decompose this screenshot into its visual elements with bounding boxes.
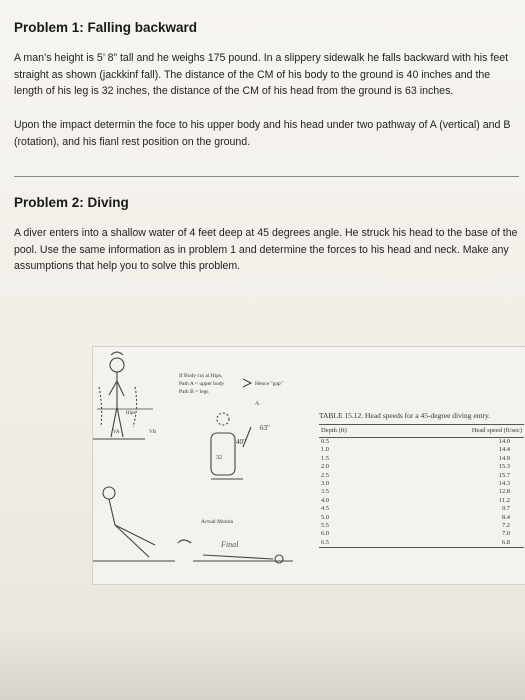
depth-cell: 6.0 bbox=[321, 530, 329, 538]
final-head bbox=[275, 555, 283, 563]
actual-motion-label: Actual Motion bbox=[201, 519, 234, 525]
angle-label: 40" bbox=[236, 438, 246, 446]
speed-cell: 14.0 bbox=[498, 438, 510, 445]
final-body bbox=[203, 555, 273, 559]
table-row bbox=[319, 497, 524, 505]
standing-arm bbox=[109, 381, 117, 395]
table-row bbox=[319, 480, 524, 488]
falling-head bbox=[103, 487, 115, 499]
problem1-description: A man’s height is 5’ 8” tall and he weighs 175 pound. In a slippery sidewalk he falls backward with his feet straight as shown (jackkinf fall). The distance of the CM of his body to the ground is 40 inches and the length of his leg is 32 inches, the distance of the CM of his head from the ground is 63 inches. bbox=[14, 52, 509, 97]
figure-note-2: Path A = upper body bbox=[179, 381, 225, 387]
table-row bbox=[319, 446, 524, 454]
depth-cell: 1.0 bbox=[321, 446, 329, 454]
depth-cell: 2.5 bbox=[321, 471, 329, 479]
table-title: TABLE 15.12. Head speeds for a 45-degree diving entry. bbox=[319, 411, 491, 420]
table-row bbox=[319, 455, 524, 463]
speed-cell: 8.4 bbox=[502, 513, 510, 521]
table-row bbox=[319, 488, 524, 496]
depth-cell: 4.5 bbox=[321, 505, 329, 513]
standing-head bbox=[110, 358, 124, 372]
table-row bbox=[319, 463, 524, 471]
middle-head bbox=[217, 413, 229, 425]
depth-cell: 6.5 bbox=[321, 538, 329, 546]
speed-cell: 9.7 bbox=[502, 505, 510, 513]
head-speed-table bbox=[319, 411, 524, 548]
depth-cell: 0.5 bbox=[321, 438, 329, 445]
depth-cell: 3.0 bbox=[321, 479, 329, 487]
depth-cell: 5.5 bbox=[321, 521, 329, 529]
figure-hence: Hence "gap" bbox=[255, 381, 283, 387]
col-speed: Head speed (ft/sec) bbox=[471, 427, 522, 434]
table-row bbox=[319, 539, 524, 547]
table-body bbox=[319, 438, 524, 547]
a-label: A bbox=[255, 401, 260, 407]
table-row bbox=[319, 530, 524, 538]
brace bbox=[243, 379, 251, 387]
speed-cell: 7.0 bbox=[502, 530, 510, 538]
falling-leg bbox=[115, 525, 155, 545]
speed-cell: 7.2 bbox=[502, 521, 510, 529]
length-32: 32 bbox=[216, 455, 222, 461]
arrow-curve bbox=[178, 540, 191, 543]
problem1-question: Upon the impact determin the foce to his upper body and his head under two pathway of A (vertical) and B (rotation), and his fianl rest position on the ground. bbox=[14, 119, 511, 148]
depth-cell: 1.5 bbox=[321, 454, 329, 462]
speed-cell: 15.7 bbox=[498, 471, 510, 479]
problem2-description: A diver enters into a shallow water of 4 feet deep at 45 degrees angle. He struck his head to the base of the pool. Use the same information as in problem 1 and determine the forces to his head and neck. Make any assumptions that help you to solve this problem. bbox=[14, 227, 518, 272]
hips-label: Hips bbox=[126, 411, 136, 416]
hair-curve bbox=[111, 352, 123, 355]
speed-cell: 14.9 bbox=[498, 454, 510, 462]
problem2-title: Problem 2: Diving bbox=[14, 195, 129, 210]
speed-cell: 15.3 bbox=[498, 463, 510, 471]
falling-torso bbox=[109, 499, 115, 525]
final-label: Final bbox=[221, 540, 239, 549]
table-bottom-rule bbox=[319, 547, 524, 548]
speed-cell: 11.2 bbox=[499, 496, 510, 504]
speed-cell: 12.8 bbox=[498, 488, 510, 496]
va-label: VA bbox=[113, 430, 120, 435]
figure-note-3: Path B = legs bbox=[179, 389, 209, 395]
col-depth: Depth (ft) bbox=[321, 427, 347, 434]
speed-cell: 14.3 bbox=[498, 479, 510, 487]
table-row bbox=[319, 438, 524, 446]
page-shadow bbox=[0, 630, 525, 700]
middle-torso bbox=[211, 433, 235, 475]
speed-cell: 14.4 bbox=[498, 446, 510, 454]
falling-leg bbox=[115, 525, 149, 557]
speed-cell: 6.8 bbox=[502, 538, 510, 546]
table-row bbox=[319, 472, 524, 480]
depth-cell: 4.0 bbox=[321, 496, 329, 504]
standing-arm bbox=[117, 381, 124, 396]
table-row bbox=[319, 522, 524, 530]
height-63: 63" bbox=[260, 424, 270, 432]
path-b-arrow bbox=[133, 387, 137, 427]
table-header bbox=[319, 424, 524, 438]
problem1-title: Problem 1: Falling backward bbox=[14, 20, 198, 35]
vb-label: VB bbox=[149, 430, 156, 435]
table-row bbox=[319, 505, 524, 513]
table-row bbox=[319, 514, 524, 522]
depth-cell: 5.0 bbox=[321, 513, 329, 521]
section-divider bbox=[14, 176, 519, 177]
path-a-arrow bbox=[99, 387, 102, 427]
depth-cell: 3.5 bbox=[321, 488, 329, 496]
figure-note-1: If Body cut at Hips, bbox=[179, 373, 223, 379]
depth-cell: 2.0 bbox=[321, 463, 329, 471]
